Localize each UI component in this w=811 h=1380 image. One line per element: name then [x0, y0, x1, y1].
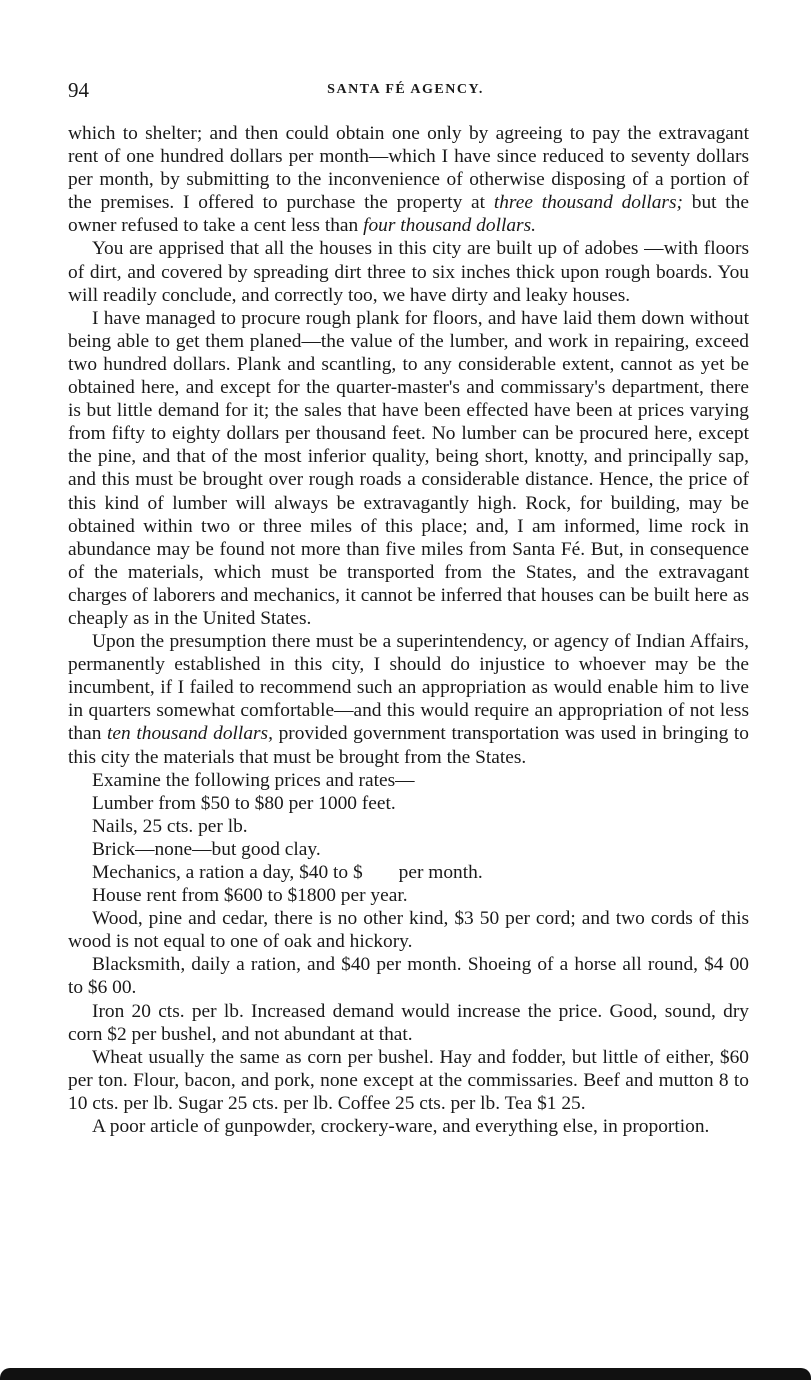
page-bottom-edge	[0, 1368, 811, 1380]
paragraph-continued: which to shelter; and then could obtain one only by agreeing to pay the extravagant rent of one hundred dollars per month—which I have since reduced to seventy dollars per month, by submitting to the inconvenience of otherwise disposing of a portion of the premises. I offered to purchase the property at three thousand dollars; but the owner refused to take a cent less than four thousand dollars.	[68, 123, 749, 237]
paragraph-adobes: You are apprised that all the houses in this city are built up of adobes —with floors of dirt, and covered by spreading dirt three to six inches thick upon rough boards. You will readily conclude, and correctly too, we have dirty and leaky houses.	[68, 238, 749, 306]
price-mechanics: Mechanics, a ration a day, $40 to $ per month.	[92, 862, 483, 883]
price-blacksmith: Blacksmith, daily a ration, and $40 per month. Shoeing of a horse all round, $4 00 to $6 00.	[68, 954, 749, 999]
price-lumber: Lumber from $50 to $80 per 1000 feet.	[92, 792, 396, 814]
price-gunpowder: A poor article of gunpowder, crockery-ware, and everything else, in proportion.	[92, 1116, 710, 1138]
emphasis: four thousand dollars.	[363, 215, 536, 237]
emphasis: three thousand dollars;	[493, 192, 683, 214]
price-house-rent: House rent from $600 to $1800 per year.	[92, 885, 408, 907]
page-header	[68, 78, 743, 106]
price-iron: Iron 20 cts. per lb. Increased demand would increase the price. Good, sound, dry corn $2 per bushel, and not abundant at that.	[68, 1000, 749, 1045]
page-number: 94	[68, 78, 89, 102]
price-nails: Nails, 25 cts. per lb.	[92, 815, 248, 837]
paragraph-superintendency: Upon the presumption there must be a superintendency, or agency of Indian Affairs, permanently established in this city, I should do injustice to whoever may be the incumbent, if I failed to recommend such an appropriation as would enable him to live in quarters somewhat comfortable—and this would require an appropriation of not less than ten thousand dollars, provided government transportation was used in bringing to this city the materials that must be brought from the States.	[68, 631, 749, 768]
paragraph-lumber: I have managed to procure rough plank for floors, and have laid them down without being able to get them planed—the value of the lumber, and work in repairing, exceed two hundred dollars. Plank and scantling, to any considerable extent, cannot as yet be obtained here, and except for the quarter-master's and commissary's department, there is but little demand for it; the sales that have been effected have been at prices varying from fifty to eighty dollars per thousand feet. No lumber can be procured here, except the pine, and that of the most inferior quality, being short, knotty, and principally sap, and this must be brought over rough roads a considerable distance. Hence, the price of this kind of lumber will always be extravagantly high. Rock, for building, may be obtained within two or three miles of this place; and, I am informed, lime rock in abundance may be found not more than five miles from Santa Fé. But, in consequence of the materials, which must be transported from the States, and the extravagant charges of laborers and mechanics, it cannot be inferred that houses can be built here as cheaply as in the United States.	[68, 307, 749, 629]
body-text	[68, 122, 749, 1138]
emphasis: ten thousand dollars,	[107, 723, 273, 745]
price-wood: Wood, pine and cedar, there is no other kind, $3 50 per cord; and two cords of this wood is not equal to one of oak and hickory.	[68, 908, 749, 953]
price-brick: Brick—none—but good clay.	[92, 838, 321, 860]
prices-intro: Examine the following prices and rates—	[92, 769, 415, 791]
running-head: SANTA FÉ AGENCY.	[327, 82, 484, 97]
price-wheat: Wheat usually the same as corn per bushel. Hay and fodder, but little of either, $60 per ton. Flour, bacon, and pork, none except at the commissaries. Beef and mutton 8 to 10 cts. per lb. Sugar 25 cts. per lb. Coffee 25 cts. per lb. Tea $1 25.	[68, 1046, 749, 1114]
